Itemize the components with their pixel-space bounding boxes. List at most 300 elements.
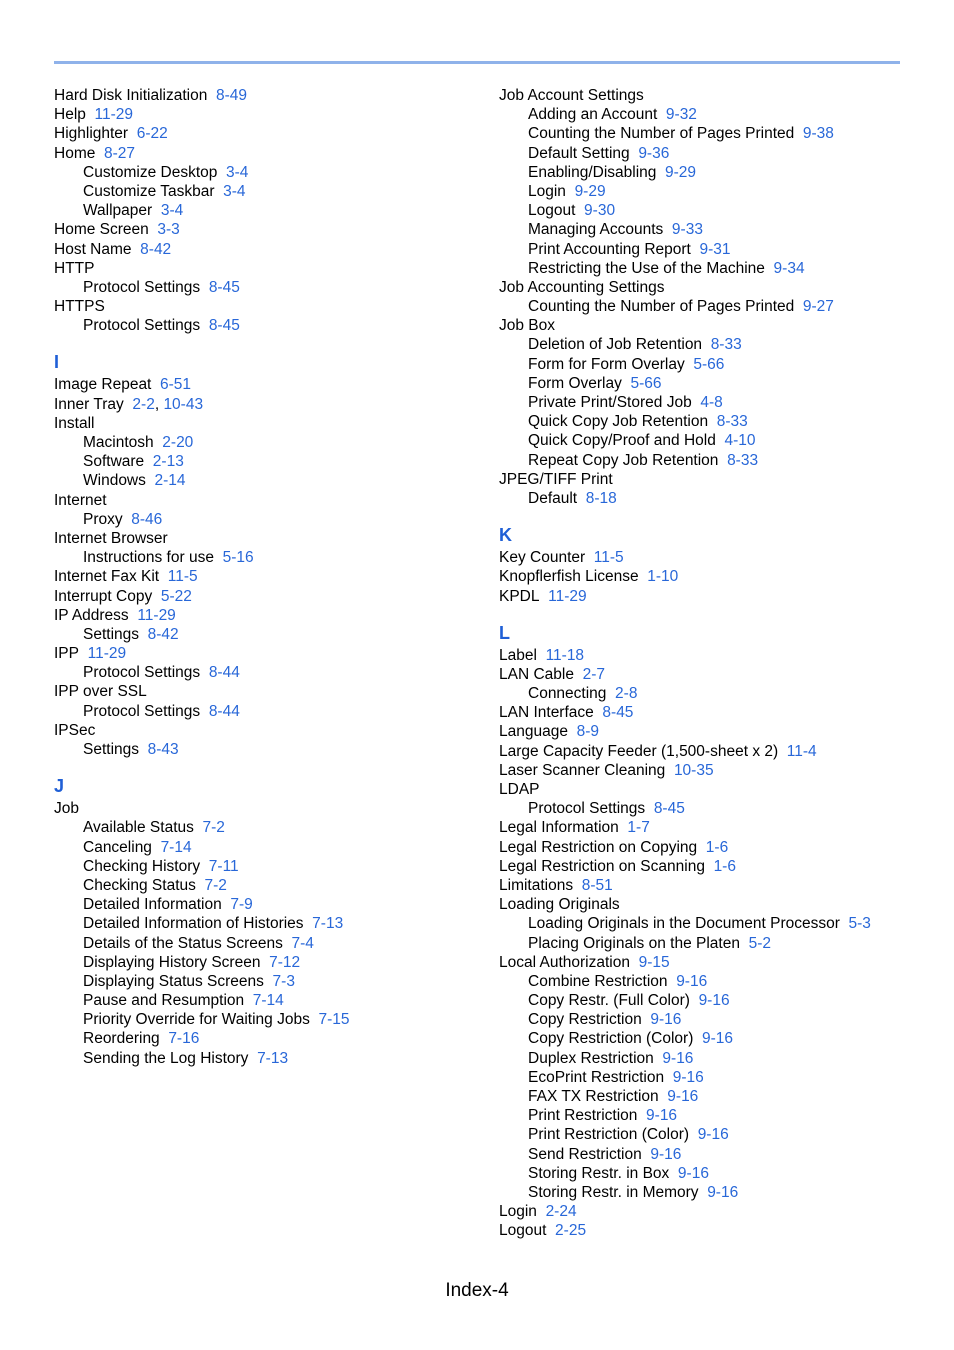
page-ref-link[interactable]: 8-45 bbox=[208, 317, 240, 335]
page-ref-link[interactable]: 7-4 bbox=[291, 934, 314, 952]
index-entry bbox=[54, 105, 474, 124]
index-entry bbox=[499, 587, 919, 606]
page-ref-link[interactable]: 8-42 bbox=[147, 625, 179, 643]
page-ref-link[interactable]: 8-44 bbox=[208, 702, 240, 720]
page-ref-link[interactable]: 7-2 bbox=[202, 819, 225, 837]
index-term: Checking Status bbox=[83, 876, 196, 894]
index-subentry bbox=[54, 895, 474, 914]
index-entry bbox=[54, 297, 474, 316]
index-subentry bbox=[499, 1145, 919, 1164]
index-subentry bbox=[499, 451, 919, 470]
index-subentry bbox=[54, 1049, 474, 1068]
index-term: Form Overlay bbox=[528, 374, 622, 392]
page-ref-link[interactable]: 1-6 bbox=[705, 838, 729, 856]
index-subentry bbox=[499, 297, 919, 316]
index-subentry bbox=[499, 335, 919, 354]
index-entry bbox=[499, 316, 919, 335]
index-subentry bbox=[54, 914, 474, 933]
index-subentry bbox=[54, 953, 474, 972]
index-entry bbox=[499, 876, 919, 895]
index-entry bbox=[499, 470, 919, 489]
index-term: Highlighter bbox=[54, 125, 129, 143]
index-entry bbox=[499, 665, 919, 684]
page-ref-link[interactable]: 6-51 bbox=[160, 376, 192, 394]
page-ref-link[interactable]: 9-34 bbox=[773, 259, 805, 277]
index-entry bbox=[499, 703, 919, 722]
index-letter-heading: L bbox=[499, 622, 510, 643]
index-subentry bbox=[54, 972, 474, 991]
page-ref-link[interactable]: 8-27 bbox=[103, 144, 136, 162]
page-ref-link[interactable]: 8-44 bbox=[208, 664, 240, 682]
index-term: Login bbox=[499, 1203, 537, 1221]
index-term: Home Screen bbox=[54, 221, 149, 239]
index-term: Form for Form Overlay bbox=[528, 355, 685, 373]
index-subentry bbox=[54, 163, 474, 182]
index-entry bbox=[54, 124, 474, 143]
index-entry bbox=[499, 838, 919, 857]
index-term: Protocol Settings bbox=[83, 317, 201, 335]
index-term: Print Accounting Report bbox=[528, 240, 691, 258]
page-ref-link[interactable]: 7-13 bbox=[257, 1049, 289, 1067]
page-ref-link[interactable]: 9-16 bbox=[677, 1164, 709, 1182]
page-ref-link[interactable]: 9-16 bbox=[650, 1011, 682, 1029]
page-ref-link[interactable]: 9-16 bbox=[662, 1049, 694, 1067]
index-term: Protocol Settings bbox=[83, 702, 201, 720]
index-entry bbox=[499, 761, 919, 780]
index-subentry bbox=[499, 934, 919, 953]
page-ref-link[interactable]: 11-29 bbox=[87, 645, 127, 663]
index-entry bbox=[54, 529, 474, 548]
index-subentry bbox=[499, 1164, 919, 1183]
index-entry bbox=[54, 721, 474, 740]
index-subentry bbox=[499, 124, 919, 143]
index-term: Detailed Information bbox=[83, 896, 222, 914]
index-term: Legal Restriction on Copying bbox=[499, 838, 698, 856]
index-term: Managing Accounts bbox=[528, 221, 664, 239]
index-subentry bbox=[499, 1010, 919, 1029]
page-ref-link[interactable]: 9-33 bbox=[671, 221, 703, 239]
index-term: Counting the Number of Pages Printed bbox=[528, 125, 795, 143]
index-term: Copy Restriction (Color) bbox=[528, 1030, 694, 1048]
index-entry bbox=[499, 567, 919, 586]
index-term: Logout bbox=[528, 202, 576, 220]
index-entry bbox=[54, 606, 474, 625]
index-term: Limitations bbox=[499, 876, 574, 894]
index-term: Loading Originals bbox=[499, 896, 620, 914]
index-subentry bbox=[54, 510, 474, 529]
index-term: Placing Originals on the Platen bbox=[528, 934, 740, 952]
index-subentry bbox=[54, 1029, 474, 1048]
index-subentry bbox=[499, 684, 919, 703]
index-entry bbox=[54, 799, 474, 818]
page-ref-link[interactable]: 2-2 bbox=[132, 395, 155, 413]
index-term: Image Repeat bbox=[54, 376, 152, 394]
page-ref-link[interactable]: 9-16 bbox=[697, 1126, 729, 1144]
index-term: Quick Copy/Proof and Hold bbox=[528, 432, 716, 450]
page-ref-link[interactable]: 7-11 bbox=[208, 857, 239, 875]
index-term: Default bbox=[528, 489, 578, 507]
index-term: Protocol Settings bbox=[83, 278, 201, 296]
index-term: Legal Information bbox=[499, 819, 619, 837]
index-subentry bbox=[499, 163, 919, 182]
index-entry bbox=[499, 86, 919, 105]
index-term: Job Account Settings bbox=[499, 87, 644, 104]
page-ref-link[interactable]: 9-16 bbox=[672, 1068, 704, 1086]
index-entry bbox=[54, 375, 474, 394]
index-subentry bbox=[499, 991, 919, 1010]
index-subentry bbox=[54, 740, 474, 759]
index-subentry bbox=[499, 799, 919, 818]
index-term: Job Accounting Settings bbox=[499, 278, 665, 296]
index-subentry bbox=[54, 182, 474, 201]
page-ref-link[interactable]: 8-46 bbox=[131, 510, 163, 528]
index-term: Private Print/Stored Job bbox=[528, 394, 692, 411]
index-entry bbox=[54, 220, 474, 239]
page-ref-link[interactable]: 7-3 bbox=[272, 972, 295, 990]
index-term: Combine Restriction bbox=[528, 972, 668, 990]
index-term: Internet bbox=[54, 491, 107, 509]
index-subentry bbox=[499, 431, 919, 450]
page-ref-link[interactable]: 9-31 bbox=[699, 240, 731, 258]
index-subentry bbox=[54, 991, 474, 1010]
index-term: Job Box bbox=[499, 317, 556, 335]
index-term: Customize Taskbar bbox=[83, 182, 215, 200]
index-entry bbox=[499, 722, 919, 741]
index-subentry bbox=[54, 857, 474, 876]
index-entry bbox=[499, 780, 919, 799]
page-ref-link[interactable]: 1-10 bbox=[647, 568, 679, 586]
index-term: Repeat Copy Job Retention bbox=[528, 451, 719, 469]
page-ref-link[interactable]: 9-16 bbox=[667, 1088, 699, 1105]
page-ref-link[interactable]: 9-27 bbox=[802, 298, 834, 316]
index-term: Proxy bbox=[83, 510, 123, 528]
page-ref-link[interactable]: 7-12 bbox=[269, 953, 301, 971]
page-ref-link[interactable]: 11-29 bbox=[94, 106, 134, 124]
index-term: Storing Restr. in Memory bbox=[528, 1183, 699, 1201]
index-entry: Inner Tray 2-2, 10-43 bbox=[54, 395, 204, 413]
page-ref-link[interactable]: 9-32 bbox=[665, 106, 697, 124]
index-subentry bbox=[499, 182, 919, 201]
index-term: Checking History bbox=[83, 857, 201, 875]
index-term: Loading Originals in the Document Processor bbox=[528, 915, 840, 933]
page-ref-link[interactable]: 3-4 bbox=[226, 163, 249, 181]
index-term: IPP bbox=[54, 645, 79, 663]
index-column-left bbox=[54, 86, 474, 1068]
index-term: Job bbox=[54, 800, 79, 818]
index-entry bbox=[54, 86, 474, 105]
index-term: Label bbox=[499, 646, 537, 664]
page-ref-link[interactable]: 11-5 bbox=[167, 568, 198, 586]
index-term: Software bbox=[83, 453, 145, 471]
page-ref-link[interactable]: 1-6 bbox=[713, 857, 736, 875]
index-subentry bbox=[54, 548, 474, 567]
index-subentry bbox=[499, 914, 919, 933]
index-entry bbox=[54, 414, 474, 433]
index-term: Help bbox=[54, 106, 86, 124]
index-subentry bbox=[54, 201, 474, 220]
page-ref-link[interactable]: 2-25 bbox=[555, 1222, 587, 1240]
index-term: KPDL bbox=[499, 587, 540, 605]
page-ref-link[interactable]: 8-43 bbox=[147, 741, 179, 758]
index-term: Canceling bbox=[83, 838, 152, 856]
index-entry bbox=[54, 587, 474, 606]
index-term: Duplex Restriction bbox=[528, 1049, 654, 1067]
index-term: Sending the Log History bbox=[83, 1049, 249, 1067]
index-term: Legal Restriction on Scanning bbox=[499, 857, 705, 875]
index-entry bbox=[499, 646, 919, 665]
index-term: LAN Interface bbox=[499, 704, 594, 722]
page-ref-link[interactable]: 2-13 bbox=[152, 453, 184, 471]
index-term: Local Authorization bbox=[499, 953, 630, 971]
page-ref-link[interactable]: 8-9 bbox=[576, 723, 599, 741]
page-ref-link[interactable]: 5-66 bbox=[693, 355, 725, 373]
page-ref-link[interactable]: 8-51 bbox=[581, 876, 613, 894]
page-ref-link[interactable]: 9-29 bbox=[665, 163, 697, 181]
index-term: Login bbox=[528, 182, 566, 200]
index-term: Host Name bbox=[54, 240, 132, 258]
page-ref-link[interactable]: 8-45 bbox=[653, 800, 685, 818]
index-term: Pause and Resumption bbox=[83, 992, 245, 1010]
index-term: Interrupt Copy bbox=[54, 587, 153, 605]
index-term: Counting the Number of Pages Printed bbox=[528, 298, 795, 316]
index-subentry bbox=[54, 1010, 474, 1029]
page-ref-link[interactable]: 8-42 bbox=[140, 240, 172, 258]
index-term: Internet Browser bbox=[54, 529, 168, 547]
page-ref-link[interactable]: 3-3 bbox=[157, 221, 180, 239]
index-term: Displaying Status Screens bbox=[83, 972, 264, 990]
page-ref-link[interactable]: 8-33 bbox=[716, 413, 748, 431]
page-ref-link[interactable]: 7-14 bbox=[160, 838, 192, 856]
page-ref-link[interactable]: 7-13 bbox=[312, 915, 344, 933]
index-term: Quick Copy Job Retention bbox=[528, 413, 709, 431]
index-term: EcoPrint Restriction bbox=[528, 1068, 665, 1086]
page-ref-link[interactable]: 8-45 bbox=[208, 278, 240, 296]
page-ref-link[interactable]: 1-7 bbox=[627, 819, 650, 837]
page-number: Index-4 bbox=[445, 1280, 509, 1301]
page-ref-link[interactable]: 9-38 bbox=[802, 125, 834, 143]
index-term: Windows bbox=[83, 472, 146, 490]
index-term: Instructions for use bbox=[83, 549, 214, 567]
page-ref-link[interactable]: 5-16 bbox=[222, 549, 254, 567]
index-term: Logout bbox=[499, 1222, 547, 1240]
index-entry bbox=[499, 818, 919, 837]
index-term: Protocol Settings bbox=[528, 800, 646, 818]
index-term: Large Capacity Feeder (1,500-sheet x 2) bbox=[499, 742, 779, 760]
index-subentry bbox=[499, 972, 919, 991]
index-subentry bbox=[54, 471, 474, 490]
index-subentry bbox=[54, 663, 474, 682]
page-ref-link[interactable]: 9-16 bbox=[698, 992, 730, 1010]
page-ref-link[interactable]: 8-45 bbox=[602, 704, 634, 722]
index-column-right bbox=[499, 86, 919, 1241]
index-term: Detailed Information of Histories bbox=[83, 915, 304, 933]
index-term: Restricting the Use of the Machine bbox=[528, 259, 765, 277]
page-ref-link[interactable]: 9-16 bbox=[646, 1107, 678, 1125]
index-subentry bbox=[499, 1049, 919, 1068]
page-ref-link[interactable]: 5-3 bbox=[848, 915, 871, 933]
page-ref-link[interactable]: 7-9 bbox=[230, 896, 253, 914]
page-ref-link[interactable]: 11-29 bbox=[137, 606, 176, 624]
index-subentry bbox=[499, 220, 919, 239]
index-subentry bbox=[499, 412, 919, 431]
index-subentry bbox=[499, 1068, 919, 1087]
index-term: Settings bbox=[83, 741, 140, 758]
index-term: IP Address bbox=[54, 606, 129, 624]
page-ref-link[interactable]: 9-30 bbox=[584, 202, 616, 220]
page-ref-link[interactable]: 2-7 bbox=[582, 665, 605, 683]
index-term: Deletion of Job Retention bbox=[528, 336, 703, 354]
index-entry bbox=[499, 548, 919, 567]
index-letter-heading: J bbox=[54, 776, 65, 797]
page-ref-link[interactable]: 9-15 bbox=[638, 953, 670, 971]
page-ref-link[interactable]: 5-2 bbox=[748, 934, 771, 952]
index-subentry bbox=[499, 259, 919, 278]
index-term: Knopflerfish License bbox=[499, 568, 639, 586]
index-subentry bbox=[499, 374, 919, 393]
index-subentry bbox=[54, 433, 474, 452]
page-ref-link[interactable]: 9-16 bbox=[702, 1030, 734, 1048]
index-letter-heading: I bbox=[54, 352, 60, 373]
index-subentry bbox=[499, 1106, 919, 1125]
page-ref-link[interactable]: 2-14 bbox=[154, 472, 186, 490]
page-ref-link[interactable]: 2-24 bbox=[545, 1203, 577, 1221]
index-term: Language bbox=[499, 723, 568, 741]
index-entry bbox=[54, 567, 474, 586]
index-term: Settings bbox=[83, 625, 140, 643]
page-ref-link[interactable]: 4-8 bbox=[700, 394, 723, 411]
page-ref-link[interactable]: 7-15 bbox=[318, 1011, 350, 1029]
page-ref-link[interactable]: 9-16 bbox=[707, 1183, 739, 1201]
index-subentry bbox=[499, 144, 919, 163]
page-ref-link[interactable]: 10-43 bbox=[163, 395, 204, 413]
index-entry bbox=[499, 1221, 919, 1240]
index-letter-heading: K bbox=[499, 525, 512, 546]
index-term: LDAP bbox=[499, 781, 540, 798]
index-term: Reordering bbox=[83, 1030, 160, 1048]
page-ref-link[interactable]: 9-29 bbox=[574, 182, 606, 200]
index-subentry bbox=[54, 452, 474, 471]
index-subentry bbox=[499, 355, 919, 374]
index-term: Protocol Settings bbox=[83, 664, 201, 682]
index-subentry bbox=[54, 818, 474, 837]
index-term: LAN Cable bbox=[499, 665, 574, 683]
index-term: Macintosh bbox=[83, 434, 154, 451]
index-term: Displaying History Screen bbox=[83, 953, 261, 971]
index-term: Copy Restr. (Full Color) bbox=[528, 992, 690, 1010]
page-ref-link[interactable]: 9-16 bbox=[650, 1145, 682, 1163]
page-ref-link[interactable]: 6-22 bbox=[136, 125, 168, 143]
index-term: Print Restriction bbox=[528, 1107, 638, 1125]
index-entry bbox=[54, 491, 474, 510]
index-subentry bbox=[499, 1087, 919, 1106]
index-subentry bbox=[54, 702, 474, 721]
page-ref-link[interactable]: 4-10 bbox=[724, 432, 756, 450]
index-entry bbox=[54, 259, 474, 278]
index-subentry bbox=[499, 105, 919, 124]
index-entry bbox=[499, 742, 919, 761]
page-ref-link[interactable]: 3-4 bbox=[223, 182, 246, 200]
index-term: HTTPS bbox=[54, 298, 105, 316]
index-term: Wallpaper bbox=[83, 202, 153, 220]
index-term: Print Restriction (Color) bbox=[528, 1126, 690, 1144]
header-rule bbox=[54, 61, 900, 64]
index-term: IPSec bbox=[54, 721, 96, 739]
page-ref-link[interactable]: 8-49 bbox=[215, 87, 247, 104]
index-entry bbox=[54, 644, 474, 663]
index-entry bbox=[499, 278, 919, 297]
page-ref-link[interactable]: 11-18 bbox=[545, 646, 585, 664]
index-subentry bbox=[499, 1183, 919, 1202]
page-ref-link[interactable]: 9-16 bbox=[676, 972, 708, 990]
index-term: Hard Disk Initialization bbox=[54, 87, 208, 104]
index-term: FAX TX Restriction bbox=[528, 1088, 659, 1105]
index-entry bbox=[499, 895, 919, 914]
index-term: Details of the Status Screens bbox=[83, 934, 283, 952]
page-ref-link[interactable]: 8-18 bbox=[585, 489, 617, 507]
page-ref-link[interactable]: 2-20 bbox=[162, 434, 194, 451]
index-entry bbox=[499, 1202, 919, 1221]
index-subentry bbox=[499, 1125, 919, 1144]
index-term: Default Setting bbox=[528, 144, 630, 162]
page-ref-link[interactable]: 5-22 bbox=[160, 587, 192, 605]
index-term: Copy Restriction bbox=[528, 1011, 642, 1029]
index-term: Enabling/Disabling bbox=[528, 163, 657, 181]
index-subentry bbox=[499, 393, 919, 412]
page-ref-link[interactable]: 5-66 bbox=[630, 374, 662, 392]
index-term: IPP over SSL bbox=[54, 683, 147, 701]
index-subentry bbox=[54, 278, 474, 297]
index-entry bbox=[54, 682, 474, 701]
page-ref-link[interactable]: 9-36 bbox=[638, 144, 670, 162]
index-term: HTTP bbox=[54, 259, 95, 277]
index-term: Key Counter bbox=[499, 549, 586, 567]
index-subentry bbox=[499, 201, 919, 220]
index-term: Storing Restr. in Box bbox=[528, 1164, 670, 1182]
page-ref-link[interactable]: 7-14 bbox=[252, 992, 284, 1010]
page-ref-link[interactable]: 11-4 bbox=[786, 742, 817, 760]
index-term: Home bbox=[54, 144, 96, 162]
page-ref-link[interactable]: 10-35 bbox=[673, 761, 714, 779]
index-term: Install bbox=[54, 414, 95, 432]
index-subentry bbox=[54, 934, 474, 953]
page-ref-link[interactable]: 7-2 bbox=[204, 876, 227, 894]
index-subentry bbox=[499, 240, 919, 259]
page-ref-link[interactable]: 11-5 bbox=[593, 549, 624, 567]
index-subentry bbox=[54, 838, 474, 857]
page-ref-link[interactable]: 8-33 bbox=[710, 336, 742, 354]
index-entry bbox=[54, 240, 474, 259]
index-entry bbox=[499, 953, 919, 972]
index-term: Adding an Account bbox=[528, 106, 658, 124]
index-entry bbox=[499, 857, 919, 876]
page-ref-link[interactable]: 11-29 bbox=[548, 587, 587, 605]
index-subentry bbox=[54, 625, 474, 644]
index-term: Connecting bbox=[528, 685, 607, 703]
index-term: Send Restriction bbox=[528, 1145, 642, 1163]
page-ref-link[interactable]: 8-33 bbox=[727, 451, 759, 469]
index-term: Customize Desktop bbox=[83, 163, 218, 181]
index-subentry bbox=[499, 489, 919, 508]
index-term: Internet Fax Kit bbox=[54, 568, 160, 586]
page-ref-link[interactable]: 3-4 bbox=[160, 202, 184, 220]
index-term: Priority Override for Waiting Jobs bbox=[83, 1011, 310, 1029]
index-subentry bbox=[499, 1029, 919, 1048]
page-ref-link[interactable]: 7-16 bbox=[168, 1030, 200, 1048]
index-subentry bbox=[54, 876, 474, 895]
index-term: Laser Scanner Cleaning bbox=[499, 761, 666, 779]
page-ref-link[interactable]: 2-8 bbox=[615, 685, 638, 703]
index-term: Inner Tray bbox=[54, 395, 124, 413]
